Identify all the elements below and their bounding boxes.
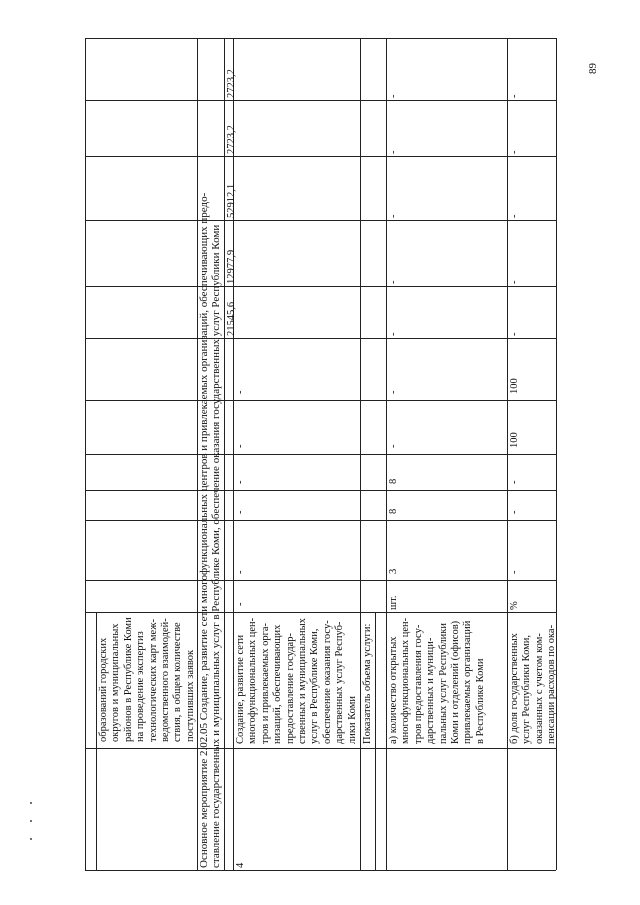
text-line: -	[388, 390, 399, 394]
text-line: многофункциональных цен-	[247, 617, 259, 744]
text-line: услуг Республики Коми,	[521, 634, 533, 744]
row-divider	[386, 38, 387, 870]
row-a-value	[388, 281, 400, 285]
row-b-unit	[509, 601, 521, 610]
row4-value	[226, 184, 238, 218]
scan-speck	[30, 838, 32, 840]
text-line: -	[509, 570, 520, 574]
row4-unit	[235, 603, 247, 607]
text-line: -	[235, 510, 246, 514]
text-line: 2723,2	[226, 69, 237, 98]
row4-name	[235, 618, 359, 744]
text-line: -	[388, 94, 399, 98]
text-line: дарственных услуг Респуб-	[334, 621, 346, 744]
scan-speck	[30, 802, 32, 804]
text-line: низаций, обеспечивающих	[272, 624, 284, 744]
column-divider	[85, 338, 556, 339]
text-line: Показатель объема услуги:	[362, 623, 373, 744]
scan-speck	[30, 820, 32, 822]
row4-value	[226, 69, 238, 98]
row-a-value	[388, 95, 400, 99]
row-b-value	[509, 481, 521, 485]
row-divider	[233, 38, 234, 870]
text-line: 4	[235, 862, 246, 868]
text-line: -	[509, 214, 520, 218]
row-a-value	[388, 569, 400, 574]
row4-value	[226, 125, 238, 154]
text-line: тров и привлекаемых орга-	[259, 622, 271, 744]
row4-value	[226, 250, 238, 284]
text-line: -	[509, 150, 520, 154]
row-b-value	[509, 571, 521, 575]
text-line: -	[388, 150, 399, 154]
text-line: 8	[388, 508, 399, 514]
row-b-value	[509, 95, 521, 99]
row-divider	[224, 38, 225, 870]
column-divider	[85, 156, 556, 157]
text-line: на проведение экспертиз	[135, 631, 147, 742]
row-b-name	[509, 625, 559, 744]
row-a-value	[388, 479, 400, 484]
column-divider	[85, 286, 556, 287]
text-line: 100	[509, 378, 520, 394]
text-line: шт.	[388, 595, 399, 610]
column-divider	[85, 490, 556, 491]
text-line: пенсации расходов по ока-	[546, 624, 558, 744]
text-line: услуг в Республике Коми,	[309, 628, 321, 744]
text-line: 2723,2	[226, 125, 237, 154]
text-line: многофункциональных цен-	[400, 617, 412, 744]
text-line: оказанных с учетом ком-	[533, 633, 545, 744]
page-number	[587, 63, 599, 74]
text-line: округов и муниципальных	[110, 623, 122, 742]
text-line: пальных услуг Республики	[437, 623, 449, 744]
text-line: -	[388, 444, 399, 448]
row4-value	[235, 481, 247, 485]
text-line: поступивших заявок	[184, 649, 196, 742]
row4-value	[235, 511, 247, 515]
indicator-header	[362, 624, 374, 744]
row4-value	[235, 571, 247, 575]
row-a-value	[388, 215, 400, 219]
row4-value	[235, 445, 247, 449]
table-right-border	[556, 38, 557, 870]
column-divider	[85, 748, 556, 749]
text-line: лики Коми	[346, 696, 358, 744]
text-line: -	[235, 444, 246, 448]
row-b-value	[509, 333, 521, 337]
column-divider	[85, 580, 556, 581]
text-line: 21545,6	[226, 301, 237, 336]
continued-indicator-cell	[98, 617, 197, 742]
section-header	[198, 193, 223, 868]
text-line: -	[509, 510, 520, 514]
column-divider	[85, 220, 556, 221]
text-line: 52912,1	[226, 183, 237, 218]
text-line: 89	[587, 63, 599, 74]
column-divider	[85, 454, 556, 455]
row-b-value	[509, 378, 521, 394]
row-a-value	[388, 333, 400, 337]
row-divider	[507, 38, 508, 870]
text-line: -	[235, 390, 246, 394]
text-line: обеспечение оказания госу-	[321, 620, 333, 744]
text-line: ведомственного взаимодей-	[160, 618, 172, 742]
text-line: ственных и муниципальных	[297, 618, 309, 744]
row-a-value	[388, 509, 400, 514]
text-line: привлекаемых организаций	[462, 620, 474, 744]
text-line: 3	[388, 568, 399, 574]
text-line: -	[235, 602, 246, 606]
text-line: в Республике Коми	[474, 658, 486, 744]
row-b-value	[509, 215, 521, 219]
text-line: тров предоставления госу-	[412, 624, 424, 744]
row-a-value	[388, 151, 400, 155]
row-a-value	[388, 391, 400, 395]
row4-value	[235, 391, 247, 395]
text-line: -	[235, 570, 246, 574]
row-b-value	[509, 432, 521, 448]
column-divider	[85, 400, 556, 401]
row-a-name	[388, 618, 487, 744]
text-line: ствия, в общем количестве	[172, 622, 184, 742]
text-line: -	[388, 332, 399, 336]
row-number	[235, 863, 247, 868]
row4-value	[226, 302, 238, 336]
text-line: дарственных и муници-	[425, 637, 437, 744]
row-a-unit	[388, 595, 400, 610]
text-line: -	[509, 94, 520, 98]
text-line: -	[509, 332, 520, 336]
text-line: районов в Республике Коми	[122, 617, 134, 742]
text-line: Создание, развитие сети	[235, 634, 246, 744]
text-line: 8	[388, 478, 399, 484]
text-line: -	[388, 280, 399, 284]
text-line: предоставление государ-	[284, 633, 296, 744]
text-line: 12977,9	[226, 249, 237, 284]
row-divider	[96, 612, 97, 870]
text-line: б) доля государственных	[509, 633, 520, 744]
column-divider	[85, 100, 556, 101]
text-line: -	[509, 480, 520, 484]
text-line: а) количество открытых	[388, 636, 399, 744]
row-b-value	[509, 151, 521, 155]
row-b-value	[509, 281, 521, 285]
text-line: -	[235, 480, 246, 484]
text-line: образований городских	[98, 637, 109, 742]
text-line: 100	[509, 432, 520, 448]
row-b-value	[509, 511, 521, 515]
column-divider	[85, 612, 556, 613]
text-line: -	[509, 280, 520, 284]
row-a-value	[388, 445, 400, 449]
table-top-border	[85, 38, 556, 39]
text-line: -	[388, 214, 399, 218]
text-line: Коми и отделений (офисов)	[450, 620, 462, 744]
row-divider	[375, 612, 376, 870]
text-line: %	[509, 601, 520, 610]
row-divider	[360, 38, 361, 870]
text-line: Основное мероприятие 2.02.05 Создание, развитие сети многофункциональных центров и привлекаемых организаций, обеспечивающих предо-	[198, 192, 210, 868]
text-line: технологических карт меж-	[147, 619, 159, 742]
column-divider	[85, 520, 556, 521]
text-line: ставление государственных и муниципальных услуг в Республике Коми, обеспечение оказания государственных услуг Республики Коми	[210, 224, 223, 868]
table-bottom-border	[85, 870, 556, 871]
